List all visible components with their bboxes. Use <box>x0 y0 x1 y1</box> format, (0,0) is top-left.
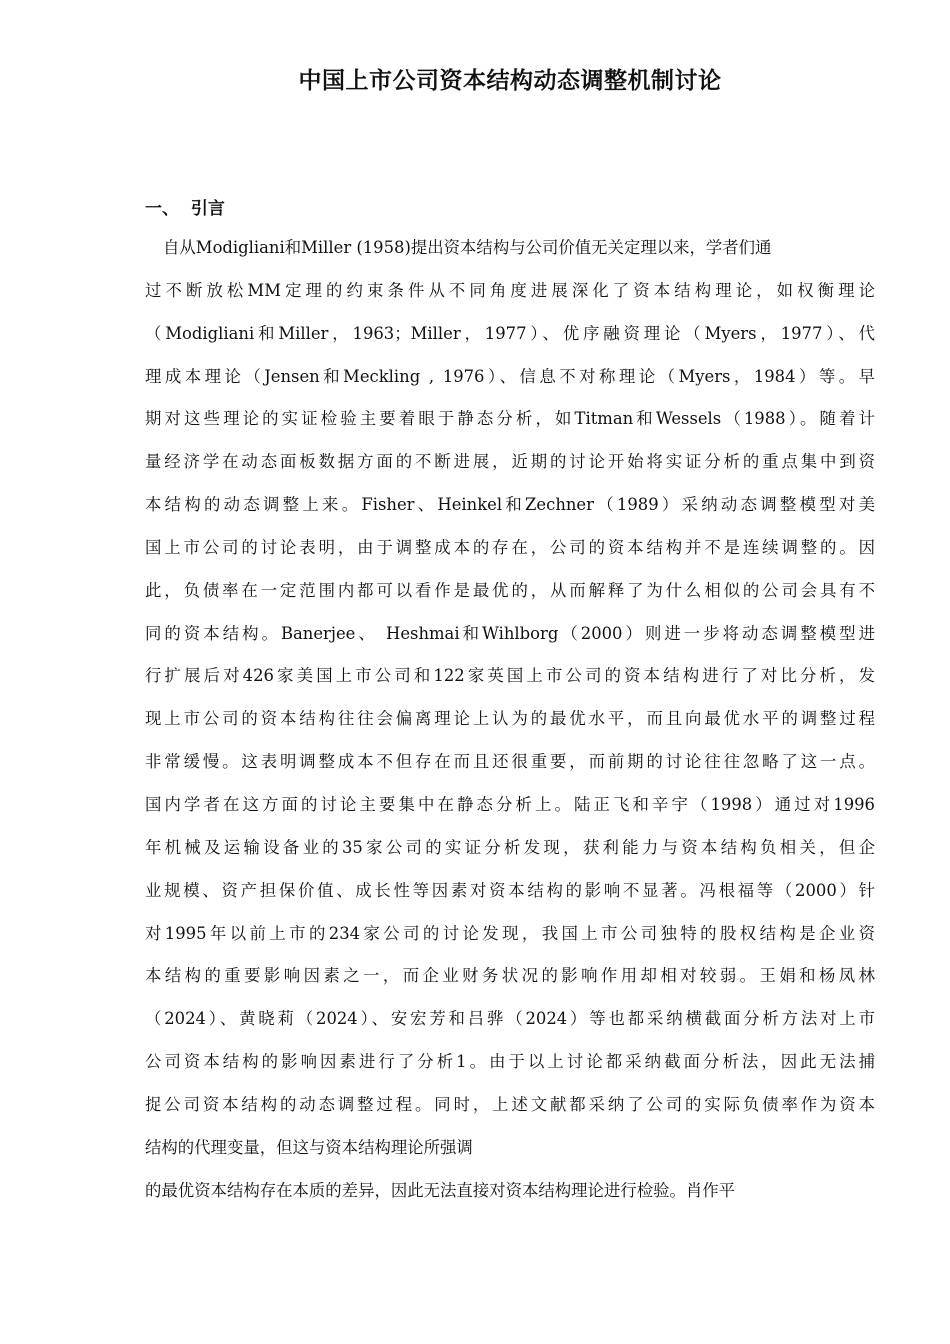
text-line: 国内学者在这方面的讨论主要集中在静态分析上。陆正飞和辛宇（1998）通过对1996 <box>145 794 875 814</box>
document-title: 中国上市公司资本结构动态调整机制讨论 <box>298 68 722 94</box>
text-line: 非常缓慢。这表明调整成本不但存在而且还很重要，而前期的讨论往往忽略了这一点。 <box>145 752 875 772</box>
text-line: 年机械及运输设备业的35家公司的实证分析发现，获利能力与资本结构负相关，但企 <box>145 837 875 857</box>
text-line: 对1995年以前上市的234家公司的讨论发现，我国上市公司独特的股权结构是企业资 <box>145 923 875 943</box>
text-line: 期对这些理论的实证检验主要着眼于静态分析，如Titman和Wessels（1988）。随着计 <box>145 409 875 429</box>
text-line: 此，负债率在一定范围内都可以看作是最优的，从而解释了为什么相似的公司会具有不 <box>145 580 875 600</box>
text-line: 业规模、资产担保价值、成长性等因素对资本结构的影响不显著。冯根福等（2000）针 <box>145 880 875 900</box>
text-line: 国上市公司的讨论表明，由于调整成本的存在，公司的资本结构并不是连续调整的。因 <box>145 537 875 557</box>
section-heading: 一、 引言 <box>145 199 225 219</box>
text-line: 本结构的重要影响因素之一，而企业财务状况的影响作用却相对较弱。王娟和杨凤林 <box>145 966 875 986</box>
text-line: 捉公司资本结构的动态调整过程。同时，上述文献都采纳了公司的实际负债率作为资本 <box>145 1094 875 1114</box>
text-line: （2024）、黄晓莉（2024）、安宏芳和吕骅（2024）等也都采纳横截面分析方法对上市 <box>145 1009 875 1029</box>
text-line: 行扩展后对426家美国上市公司和122家英国上市公司的资本结构进行了对比分析，发 <box>145 666 875 686</box>
text-line: （Modigliani和Miller，1963；Miller，1977）、优序融资理论（Myers，1977）、代 <box>145 323 875 343</box>
text-line: 现上市公司的资本结构往往会偏离理论上认为的最优水平，而且向最优水平的调整过程 <box>145 709 875 729</box>
text-line: 同的资本结构。Banerjee、 Heshmai和Wihlborg（2000）则进一步将动态调整模型进 <box>145 623 875 643</box>
text-line: 量经济学在动态面板数据方面的不断进展，近期的讨论开始将实证分析的重点集中到资 <box>145 452 875 472</box>
text-line: 自从Modigliani和Miller (1958)提出资本结构与公司价值无关定理以来，学者们通 <box>163 238 772 257</box>
text-line: 过不断放松MM定理的约束条件从不同角度进展深化了资本结构理论，如权衡理论 <box>145 280 875 300</box>
body-paragraph <box>145 227 875 1170</box>
text-line: 理成本理论（Jensen和Meckling , 1976）、信息不对称理论（Myers，1984）等。早 <box>145 366 875 386</box>
text-line: 本结构的动态调整上来。Fisher、Heinkel和Zechner（1989）采纳动态调整模型对美 <box>145 495 875 515</box>
text-line: 公司资本结构的影响因素进行了分析1。由于以上讨论都采纳截面分析法，因此无法捕 <box>145 1052 875 1072</box>
continuation-line: 的最优资本结构存在本质的差异，因此无法直接对资本结构理论进行检验。肖作平 <box>145 1181 736 1200</box>
text-line: 结构的代理变量，但这与资本结构理论所强调 <box>145 1137 473 1157</box>
